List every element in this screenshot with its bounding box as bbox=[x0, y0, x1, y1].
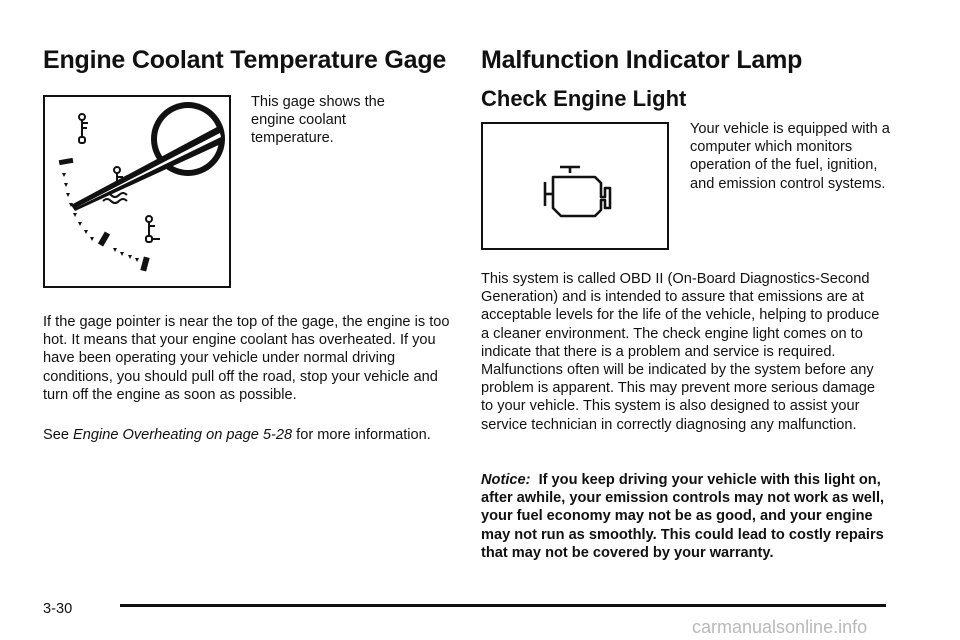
see-prefix: See bbox=[43, 427, 74, 443]
coolant-gage-caption: This gage shows the engine coolant temperature. bbox=[251, 94, 385, 147]
check-engine-subtitle: Check Engine Light bbox=[481, 86, 687, 111]
notice-label: Notice: bbox=[481, 472, 531, 488]
check-engine-caption: Your vehicle is equipped with a computer which monitors operation of the fuel, ignition, and emission control systems. bbox=[690, 121, 890, 192]
footer-rule bbox=[120, 604, 886, 607]
check-engine-illustration bbox=[481, 122, 669, 250]
check-engine-icon bbox=[483, 124, 667, 248]
temperature-gage-icon bbox=[45, 97, 229, 286]
coolant-gage-paragraph: If the gage pointer is near the top of the gage, the engine is too hot. It means that your engine coolant has overheated. If you have been operating your vehicle under normal driving conditions, you should pull off the road, stop your vehicle and turn off the engine as soon as possible. bbox=[43, 314, 450, 403]
coolant-gage-title: Engine Coolant Temperature Gage bbox=[43, 46, 447, 74]
malfunction-indicator-title: Malfunction Indicator Lamp bbox=[481, 46, 803, 74]
engine-overheating-reference: Engine Overheating on page 5-28 bbox=[73, 427, 293, 443]
see-reference bbox=[43, 426, 443, 444]
see-suffix: for more information. bbox=[292, 427, 431, 443]
notice-block bbox=[481, 471, 886, 562]
notice-text: If you keep driving your vehicle with this light on, after awhile, your emission controls may not work as well, your fuel economy may not be as good, and your engine may not run as smoothly. This could lead to costly repairs that may not be covered by your warranty. bbox=[481, 472, 885, 561]
obd-paragraph: This system is called OBD II (On-Board Diagnostics-Second Generation) and is intended to assure that emissions are at acceptable levels for the life of the vehicle, helping to produce a cleaner environment. The check engine light comes on to indicate that there is a problem and service is required. Malfunctions often will be indicated by the system before any problem is apparent. This may prevent more serious damage to your vehicle. This system is also designed to assist your service technician in correctly diagnosing any malfunction. bbox=[481, 271, 880, 433]
page-number: 3-30 bbox=[43, 601, 73, 617]
coolant-gage-illustration bbox=[43, 95, 231, 288]
watermark: carmanualsonline.info bbox=[692, 617, 868, 637]
